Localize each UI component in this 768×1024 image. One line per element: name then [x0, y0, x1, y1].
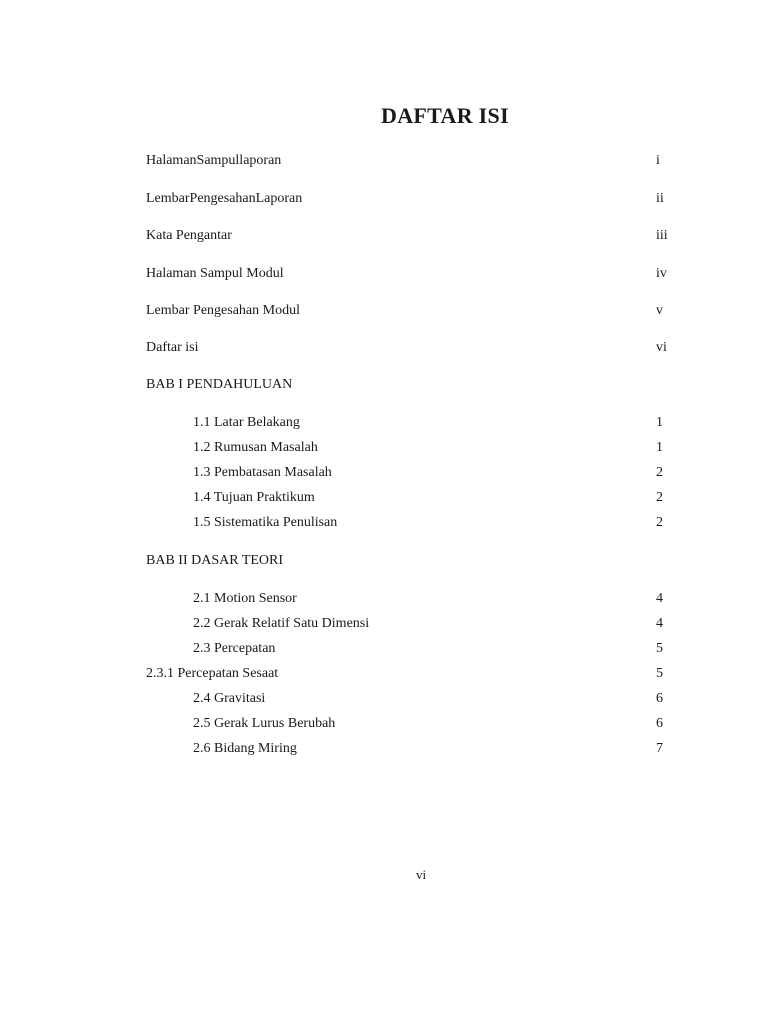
toc-entry-label: 2.5 Gerak Lurus Berubah: [193, 716, 336, 731]
toc-entry-label: 2.2 Gerak Relatif Satu Dimensi: [193, 616, 370, 631]
toc-entry-label: 1.2 Rumusan Masalah: [193, 440, 318, 455]
toc-entry-page: i: [656, 153, 660, 168]
toc-entry: [0, 413, 768, 433]
toc-entry-page: 7: [656, 741, 663, 756]
page-title: DAFTAR ISI: [381, 103, 509, 128]
toc-entry-label: 1.1 Latar Belakang: [193, 415, 300, 430]
toc-chapter-heading: [0, 375, 768, 395]
toc-entry-label: 2.1 Motion Sensor: [193, 591, 297, 606]
toc-entry: [0, 689, 768, 709]
toc-entry-page: 6: [656, 691, 663, 706]
toc-entry-page: 1: [656, 415, 663, 430]
toc-entry-page: 2: [656, 515, 663, 530]
toc-entry-label: LembarPengesahanLaporan: [146, 191, 303, 206]
page-number-footer: vi: [415, 867, 427, 882]
toc-entry-label: Kata Pengantar: [146, 228, 232, 243]
toc-entry: [0, 714, 768, 734]
toc-entry: [0, 639, 768, 659]
toc-entry: [0, 614, 768, 634]
toc-entry: [0, 589, 768, 609]
toc-entry-label: HalamanSampullaporan: [146, 153, 282, 168]
toc-entry-page: 2: [656, 490, 663, 505]
toc-entry-label: 1.5 Sistematika Penulisan: [193, 515, 338, 530]
toc-entry-page: 6: [656, 716, 663, 731]
toc-entry: [0, 664, 768, 684]
toc-entry-label: Halaman Sampul Modul: [146, 266, 284, 281]
toc-entry-page: 4: [656, 616, 663, 631]
toc-entry-label: 2.3.1 Percepatan Sesaat: [146, 666, 279, 681]
toc-entry-label: 2.4 Gravitasi: [193, 691, 266, 706]
toc-entry-page: 2: [656, 465, 663, 480]
toc-entry-page: 5: [656, 666, 663, 681]
toc-entry-page: 5: [656, 641, 663, 656]
toc-entry: [0, 488, 768, 508]
toc-entry: [0, 264, 768, 284]
toc-entry-page: 4: [656, 591, 663, 606]
toc-entry-label: 1.3 Pembatasan Masalah: [193, 465, 332, 480]
toc-entry: [0, 438, 768, 458]
toc-entry-label: Lembar Pengesahan Modul: [146, 303, 300, 318]
toc-entry: [0, 151, 768, 171]
toc-entry-page: vi: [656, 340, 667, 355]
toc-entry: [0, 301, 768, 321]
toc-entry: [0, 189, 768, 209]
toc-entry-label: 1.4 Tujuan Praktikum: [193, 490, 315, 505]
toc-entry-page: iii: [656, 228, 668, 243]
toc-entry-label: BAB II DASAR TEORI: [146, 553, 284, 568]
toc-entry: [0, 463, 768, 483]
toc-entry-page: v: [656, 303, 663, 318]
toc-entry-label: 2.6 Bidang Miring: [193, 741, 297, 756]
toc-entry: [0, 338, 768, 358]
toc-chapter-heading: [0, 551, 768, 571]
toc-entry-page: 1: [656, 440, 663, 455]
toc-entry: [0, 739, 768, 759]
toc-entry-label: BAB I PENDAHULUAN: [146, 377, 293, 392]
toc-entry-page: iv: [656, 266, 667, 281]
toc-entry-label: Daftar isi: [146, 340, 199, 355]
toc-entry: [0, 226, 768, 246]
toc-entry-page: ii: [656, 191, 664, 206]
toc-entry-label: 2.3 Percepatan: [193, 641, 276, 656]
toc-entry: [0, 513, 768, 533]
